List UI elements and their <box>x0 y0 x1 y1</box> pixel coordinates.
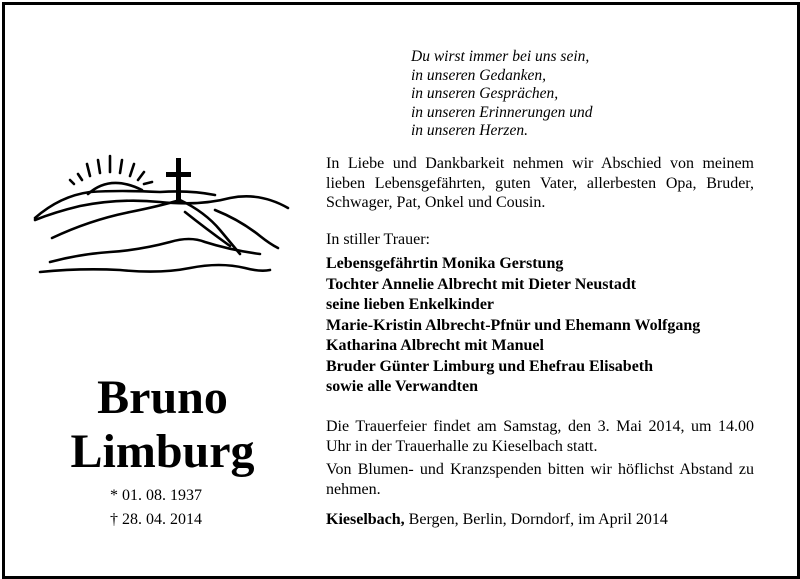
mourner-entry: Marie-Kristin Albrecht-Pfnür und Ehemann Wolfgang <box>326 316 701 334</box>
deceased-first-name: Bruno <box>97 371 228 424</box>
poem-line: in unseren Herzen. <box>411 122 528 139</box>
birth-date: * 01. 08. 1937 <box>110 487 202 504</box>
signoff-place: Kieselbach, <box>326 511 405 528</box>
poem <box>411 48 593 141</box>
flowers-note: Von Blumen- und Kranzspenden bitten wir höflichst Abstand zu nehmen. <box>326 461 754 498</box>
mourner-entry: sowie alle Verwandten <box>326 378 478 395</box>
mourning-label: In stiller Trauer: <box>326 231 430 248</box>
poem-line: Du wirst immer bei uns sein, <box>411 48 590 65</box>
funeral-info: Die Trauerfeier findet am Samstag, den 3. Mai 2014, um 14.00 Uhr in der Trauerhalle zu Kieselbach statt. <box>326 418 754 455</box>
poem-line: in unseren Gedanken, <box>411 66 547 84</box>
mourners-list <box>326 254 754 398</box>
mourner-entry: Katharina Albrecht mit Manuel <box>326 337 544 354</box>
mourner-entry: Lebensgefährtin Monika Gerstung <box>326 255 564 272</box>
signoff-rest: Bergen, Berlin, Dorndorf, im April 2014 <box>404 511 668 528</box>
mourner-entry: Bruder Günter Limburg und Ehefrau Elisabeth <box>326 357 654 375</box>
death-date: † 28. 04. 2014 <box>110 511 202 528</box>
hills-sun-cross-icon <box>30 150 295 280</box>
intro-text: In Liebe und Dankbarkeit nehmen wir Abschied von meinem lieben Lebensgefährten, guten Vater, allerbesten Opa, Bruder, Schwager, Pat, Onkel und Cousin. <box>326 155 754 211</box>
mourner-entry: seine lieben Enkelkinder <box>326 296 495 313</box>
deceased-last-name: Limburg <box>70 425 255 478</box>
poem-line: in unseren Erinnerungen und <box>411 103 593 121</box>
signoff <box>326 510 754 530</box>
mourner-entry: Tochter Annelie Albrecht mit Dieter Neustadt <box>326 275 637 293</box>
poem-line: in unseren Gesprächen, <box>411 85 559 102</box>
